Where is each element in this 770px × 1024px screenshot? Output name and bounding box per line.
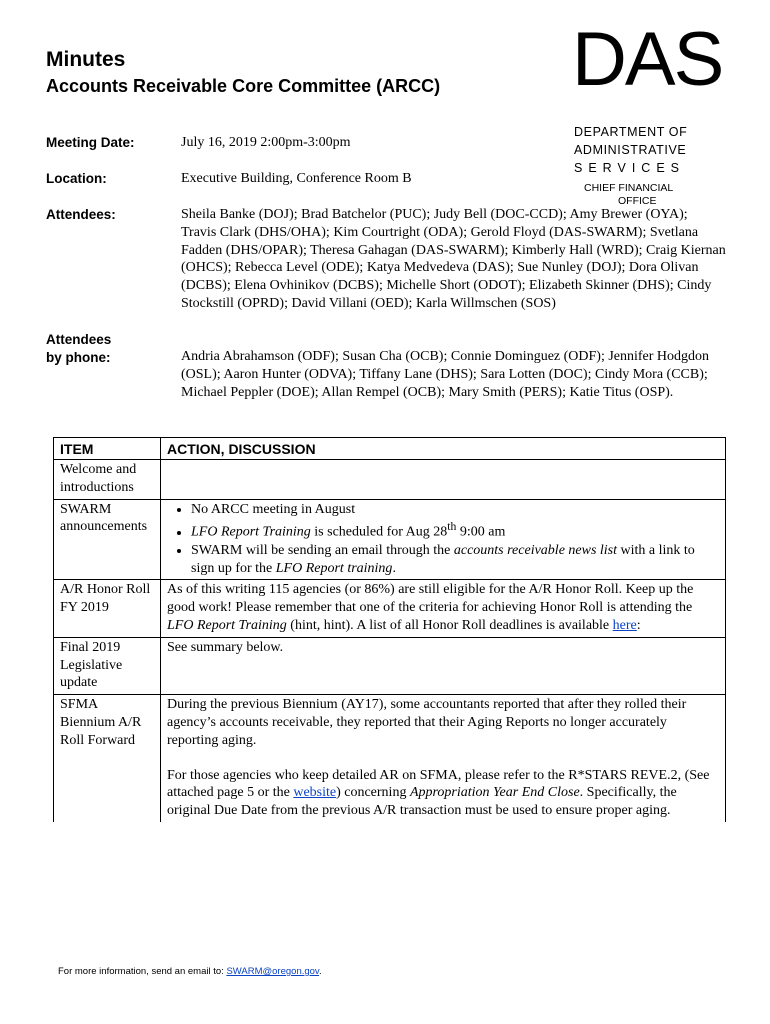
row-action-legislative: See summary below. xyxy=(161,637,726,694)
table-header-row xyxy=(54,438,726,460)
meeting-date-value: July 16, 2019 2:00pm-3:00pm xyxy=(181,135,351,150)
row-item-sfma: SFMA Biennium A/R Roll Forward xyxy=(54,695,161,822)
ordinal-suffix: th xyxy=(447,520,457,534)
attendees-phone-label-line-2: by phone: xyxy=(46,350,111,365)
attendees-label: Attendees: xyxy=(46,207,116,222)
row-item-swarm: SWARM announcements xyxy=(54,499,161,580)
footer-email-link[interactable]: SWARM@oregon.gov xyxy=(226,966,319,977)
page-subtitle: Accounts Receivable Core Committee (ARCC) xyxy=(46,76,441,96)
row-action-honor-roll xyxy=(161,580,726,637)
row-item-welcome: Welcome and introductions xyxy=(54,460,161,500)
meeting-date-label: Meeting Date: xyxy=(46,135,135,150)
bullet-text: 9:00 am xyxy=(456,525,506,541)
footer xyxy=(58,966,322,977)
table-row xyxy=(54,695,726,822)
swarm-bullet-list xyxy=(167,501,721,578)
attendees-phone-label xyxy=(46,331,111,367)
honor-roll-here-link[interactable]: here xyxy=(612,618,637,634)
table-row xyxy=(54,637,726,694)
location-value: Executive Building, Conference Room B xyxy=(181,171,412,186)
logo-line-5: OFFICE xyxy=(618,195,657,207)
attendees-phone-label-line-1: Attendees xyxy=(46,332,112,347)
row-item-honor-roll xyxy=(54,580,161,637)
table-row xyxy=(54,580,726,637)
logo-line-3: SERVICES xyxy=(574,161,685,175)
table-row xyxy=(54,499,726,580)
bullet-text: SWARM will be sending an email through the xyxy=(191,542,454,558)
logo-line-2: ADMINISTRATIVE xyxy=(574,143,687,157)
paragraph-text: ) concerning xyxy=(336,785,410,801)
logo-line-4: CHIEF FINANCIAL xyxy=(584,182,674,194)
list-item xyxy=(191,542,721,578)
bullet-text: No ARCC meeting in August xyxy=(191,501,356,517)
italic-text: LFO Report Training xyxy=(167,618,287,634)
logo-letters: DAS xyxy=(572,17,723,102)
row-item-line: A/R Honor Roll xyxy=(60,582,151,598)
attendees-value: Sheila Banke (DOJ); Brad Batchelor (PUC); Judy Bell (DOC-CCD); Amy Brewer (OYA); Travis Clark (DHS/OHA); Kim Courtright (ODA); Gerold Floyd (DAS-SWARM); Svetlana Fadden (DHS/OPAR); Theresa Gahagan (DAS-SWARM); Kimberly Hall (WRD); Craig Kiernan (OHCS); Rebecca Level (ODE); Katya Medvedeva (DAS); Sue Nunley (DOJ); Dora Olivan (DCBS); Elena Ovhinikov (DCBS); Michelle Short (ODOT); Elizabeth Skinner (DHS); Cindy Stockstill (OPRD); David Villani (OED); Karla Willmschen (SOS) xyxy=(181,207,726,311)
page-title: Minutes xyxy=(46,48,126,71)
footer-text: For more information, send an email to: xyxy=(58,966,227,977)
bullet-text: . xyxy=(392,560,396,576)
bullet-italic: accounts receivable news list xyxy=(453,542,618,558)
location-label: Location: xyxy=(46,171,107,186)
logo-line-1: DEPARTMENT OF xyxy=(574,125,688,139)
bullet-italic: LFO Report training xyxy=(275,560,393,576)
paragraph-text: For those agencies who keep detailed AR on SFMA, please refer to the R*STARS REVE.2, (See attached page 5 or the xyxy=(167,767,710,801)
italic-text: Appropriation Year End Close xyxy=(409,785,580,801)
row-action-welcome xyxy=(161,460,726,500)
website-link[interactable]: website xyxy=(293,785,337,801)
paragraph-text: . Specifically, the original Due Date from the previous A/R transaction must be used to ensure proper aging. xyxy=(167,785,677,819)
paragraph-text: As of this writing 115 agencies (or 86%) are still eligible for the A/R Honor Roll. Keep up the good work! Please remember that one of the criteria for achieving Honor Roll is attending the xyxy=(167,582,694,616)
row-action-swarm xyxy=(161,499,726,580)
list-item xyxy=(191,501,721,519)
row-item-legislative: Final 2019 Legislative update xyxy=(54,637,161,694)
bullet-text: is scheduled for Aug 28 xyxy=(310,525,448,541)
attendees-phone-value: Andria Abrahamson (ODF); Susan Cha (OCB); Connie Dominguez (ODF); Jennifer Hodgdon (OSL); Aaron Hunter (ODVA); Tiffany Lane (DHS); Sara Lotten (DOC); Cindy Mora (CCB); Michael Peppler (DOE); Allan Rempel (OCB); Mary Smith (PERS); Katie Titus (OSP). xyxy=(181,349,710,400)
bullet-text: with a link to sign up for the xyxy=(191,542,695,576)
row-item-line: FY 2019 xyxy=(60,600,109,616)
bullet-italic: LFO Report Training xyxy=(191,525,311,541)
footer-text-end: . xyxy=(318,966,322,977)
agenda-table xyxy=(53,437,726,822)
row-action-sfma xyxy=(161,695,726,822)
paragraph-text: (hint, hint). A list of all Honor Roll deadlines is available xyxy=(286,618,613,634)
paragraph xyxy=(167,767,721,820)
das-logo xyxy=(572,17,723,207)
column-header-action: ACTION, DISCUSSION xyxy=(161,438,726,460)
paragraph-text: : xyxy=(636,618,641,634)
list-item xyxy=(191,518,721,541)
paragraph: During the previous Biennium (AY17), some accountants reported that after they rolled their agency’s accounts receivable, they reported that their Aging Reports no longer accurately reporting aging. xyxy=(167,697,687,748)
table-row xyxy=(54,460,726,500)
column-header-item: ITEM xyxy=(54,438,161,460)
paragraph-gap xyxy=(167,750,721,767)
